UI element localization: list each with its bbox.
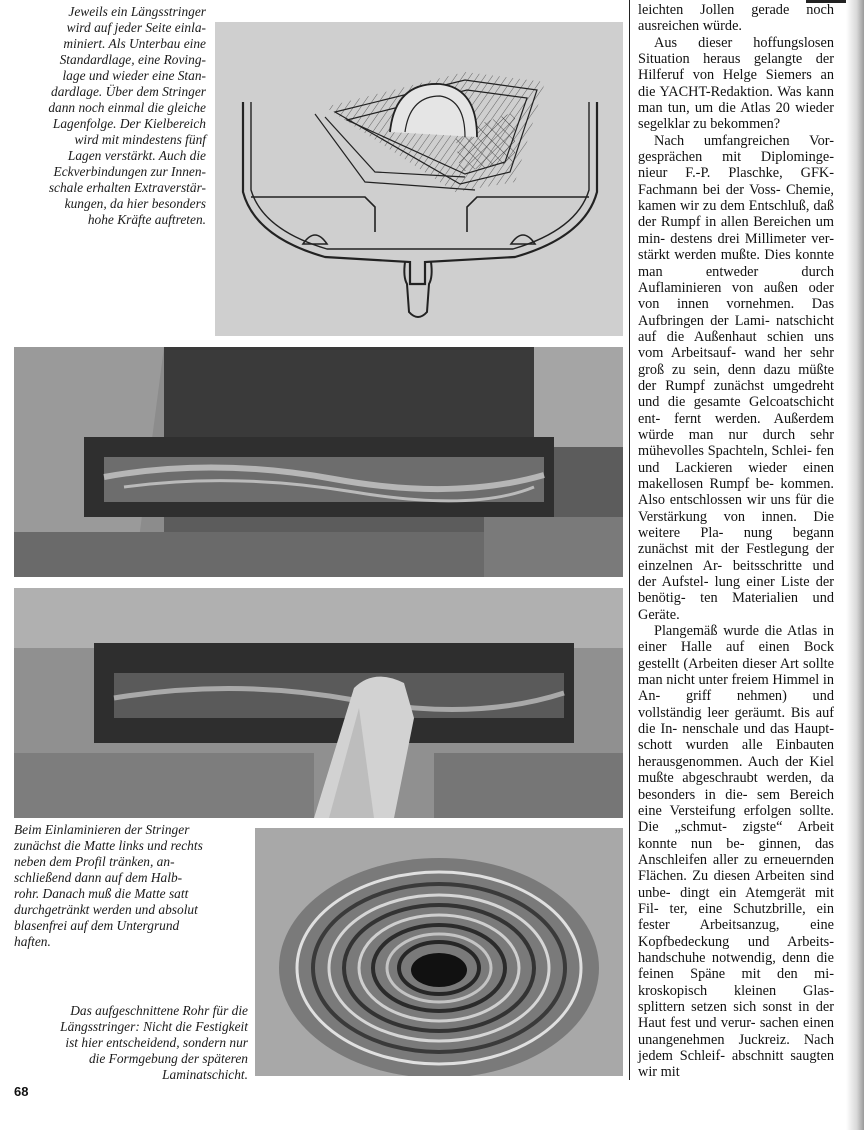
body-line: Das Aufbringen der Lami- — [638, 296, 835, 329]
body-line: unter freiem Himmel in An- — [638, 672, 834, 705]
body-line: leichten Jollen gerade noch — [638, 2, 834, 18]
hull-cross-section-figure — [215, 22, 623, 336]
body-line: beitsschritte und der Aufstel- — [638, 557, 834, 591]
body-line: leer geräumt. Bis auf die In- — [638, 704, 835, 738]
body-paragraph — [638, 623, 834, 1081]
body-line: handschuhe notwendig, denn — [638, 949, 811, 966]
caption-stringer-laminating: Beim Einlaminieren der Stringer zunächst die Matte links und rechts neben dem Profil tränken, an- schließend dann auf dem Halb- rohr. Danach muß die Matte satt durchgetränkt werden und absolut blasenfrei auf dem Untergrund haften. — [14, 822, 203, 949]
body-line: fernt werden. Außerdem — [674, 410, 834, 427]
body-line: Was kann man tun, um die — [638, 83, 834, 117]
body-line: Atlas 20 wieder segelklar zu — [638, 100, 834, 133]
body-line: werden, da besonders in die- — [638, 770, 835, 803]
body-line: Kopfbedeckung und Arbeits- — [638, 933, 834, 950]
caption-pipe-roll: Das aufgeschnittene Rohr für die Längsstringer: Nicht die Festigkeit ist hier entscheidend, sondern nur die Formgebung der späteren Laminatschicht. — [60, 1003, 248, 1082]
body-line: Chemie, kamen wir zu dem — [638, 181, 834, 215]
body-line: fen und Lackieren wieder — [638, 443, 834, 476]
body-line: lung einer Liste der benötig- — [638, 574, 834, 607]
body-line: Plangemäß wurde die — [654, 623, 783, 640]
body-line: wand her sehr groß zu sein, — [638, 345, 835, 378]
body-line: von innen. Die weitere Pla- — [638, 508, 835, 541]
body-line: zu erneuernden Flächen. Zu — [638, 851, 834, 885]
body-line: Situation heraus gelangte der — [638, 51, 834, 68]
body-line: erfolgen sollte. Die „schmut- — [638, 802, 834, 836]
body-line: Festlegung der einzelnen Ar- — [638, 541, 835, 574]
body-line: kroskopisch kleinen Glas- — [638, 982, 834, 999]
body-line: Juckreiz. Nach jedem Schleif- — [638, 1031, 834, 1064]
page-number: 68 — [14, 1084, 29, 1099]
body-paragraph — [638, 35, 834, 133]
body-line: gesprächen mit Diplominge- — [638, 149, 834, 166]
body-line: sachen einen unangenehmen — [638, 1015, 834, 1048]
body-line: oder von innen vornehmen. — [638, 279, 834, 313]
laminating-brush-photo-icon — [14, 588, 623, 818]
body-line: Aus dieser hoffungslosen — [654, 34, 834, 51]
column-divider — [629, 0, 630, 1080]
body-line: Bock gestellt (Arbeiten — [638, 639, 834, 672]
body-line: splittern setzen sich sonst in — [638, 998, 810, 1015]
body-line: stärkt werden mußte. Dies — [638, 247, 791, 264]
body-line: bekommen? — [710, 116, 781, 133]
body-line: einen makellosen Rumpf be- — [638, 459, 835, 492]
body-line: ter, eine Schutzbrille, ein — [669, 900, 834, 917]
body-line: griff nehmen) und vollständig — [638, 688, 834, 721]
body-line: fester Arbeitsanzug, eine — [638, 917, 834, 934]
body-line: an die YACHT-Redaktion. — [638, 67, 834, 100]
body-line: Hilferuf von Helge Siemers — [638, 67, 812, 84]
body-line: konnte man entweder durch — [638, 247, 835, 280]
body-line: kommen. Also entschlossen — [638, 475, 834, 509]
body-line: würde man nur durch sehr — [638, 426, 834, 443]
body-line: Auflaminieren von außen — [638, 279, 799, 296]
body-line: schien uns vom Arbeitsauf- — [638, 328, 834, 362]
body-line: Entschluß, daß der Rumpf in — [638, 198, 835, 231]
body-line: herausgenommen. Auch der — [638, 753, 804, 770]
body-line: ginnen, das Anschleifen aller — [638, 835, 835, 868]
body-line: abschnitt saugten wir mit — [638, 1048, 834, 1081]
body-line: gesamte Gelcoatschicht ent- — [638, 394, 834, 427]
body-line: Nach umfangreichen Vor- — [654, 132, 834, 149]
body-line: Kiel mußte abgeschraubt — [638, 753, 835, 787]
body-paragraph — [638, 2, 834, 35]
caption-hull-diagram: Jeweils ein Längsstringer wird auf jeder Seite einla- miniert. Als Unterbau eine Standardlage, eine Roving- lage und wieder eine Stan- dardlage. Über dem Stringer dann noch einmal die gleiche Lagenfolge. Der Kielbereich wird mit mindestens fünf Lagen verstärkt. Auch die Eckverbindungen zur Innen- schale erhalten Extraverstär- kungen, da hier besonders hohe Kräfte auftreten. — [48, 4, 206, 227]
body-line: wir uns für die Verstärkung — [638, 492, 834, 525]
body-line: zunächst umgedreht und die — [638, 377, 835, 411]
body-line: nenschale und das Haupt- — [682, 721, 834, 738]
body-line: Atlas in einer Halle auf einen — [638, 623, 835, 656]
stringer-laminate-photo-icon — [14, 347, 623, 577]
body-line: allen Bereichen um min- — [638, 214, 834, 247]
body-line: schott wurden alle Einbauten — [638, 737, 834, 754]
body-line: destens drei Millimeter ver- — [670, 230, 834, 247]
body-line: sem Bereich eine Versteifung — [638, 786, 834, 819]
page-edge-shadow — [846, 0, 864, 1130]
body-line: ausreichen würde. — [638, 18, 743, 35]
body-paragraph — [638, 133, 834, 623]
rolled-mat-photo — [255, 828, 623, 1076]
body-line: ten Materialien und Geräte. — [638, 590, 834, 623]
body-line: Fachmann bei der Voss- — [638, 181, 781, 198]
article-body-column — [638, 2, 834, 1081]
body-line: der Haut fest und verur- — [638, 998, 835, 1032]
body-line: dieser Art sollte man nicht — [638, 655, 835, 689]
body-line: die feinen Späne mit den mi- — [638, 949, 834, 983]
body-line: mühevolles Spachteln, Schlei- — [638, 443, 812, 460]
body-line: natschicht auf die Außenhaut — [638, 312, 834, 345]
body-line: nieur F.-P. Plaschke, GFK- — [638, 165, 834, 182]
rolled-mat-photo-icon — [255, 828, 623, 1076]
body-line: zigste“ Arbeit konnte nun be- — [638, 819, 834, 852]
stringer-laminate-photo — [14, 347, 623, 577]
body-line: denn dazu müßte der Rumpf — [638, 361, 835, 394]
body-line: nung begann zunächst mit der — [638, 525, 834, 558]
hull-cross-section-icon — [215, 22, 623, 336]
laminating-brush-photo — [14, 588, 623, 818]
body-line: dingt ein Atemgerät mit Fil- — [638, 884, 834, 917]
body-line: diesen Arbeiten sind unbe- — [638, 868, 834, 901]
